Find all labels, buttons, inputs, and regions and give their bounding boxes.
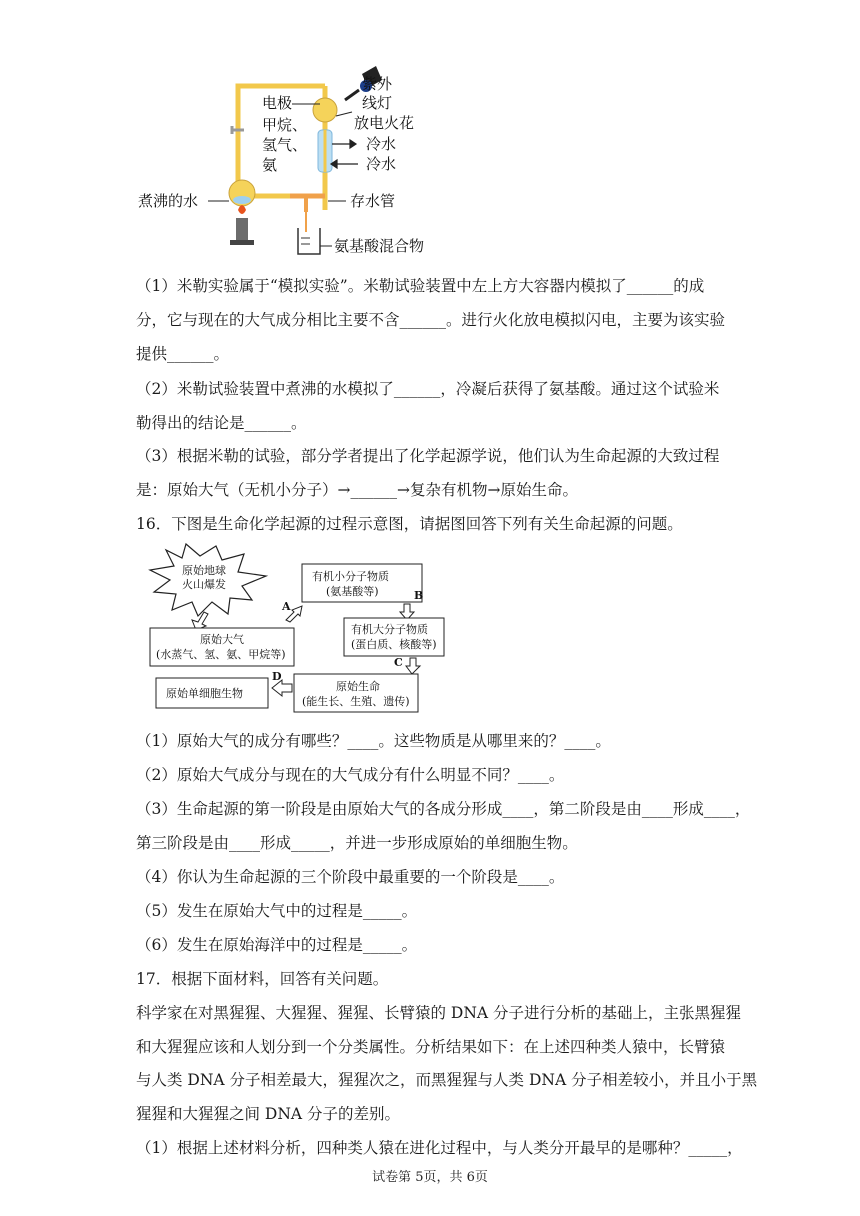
arrow-d-label: D xyxy=(272,670,282,683)
q17-material-line1: 科学家在对黑猩猩、大猩猩、猩猩、长臂猿的 DNA 分子进行分析的基础上，主张黑猩猩 xyxy=(136,1004,742,1022)
q15-part2-line1: （2）米勒试验装置中煮沸的水模拟了______，冷凝后获得了氨基酸。通过这个试验米 xyxy=(136,380,720,398)
q17-sub1: （1）根据上述材料分析，四种类人猿在进化过程中，与人类分开最早的是哪种？_____， xyxy=(136,1139,743,1157)
arrow-a-label: A xyxy=(282,600,291,613)
q16-sub4: （4）你认为生命起源的三个阶段中最重要的一个阶段是____。 xyxy=(136,868,565,886)
arrow-c xyxy=(406,658,420,674)
q17-material-line3: 与人类 DNA 分子相差最大，猩猩次之，而黑猩猩与人类 DNA 分子相差较小，并且小于黑 xyxy=(136,1071,758,1089)
flame-icon xyxy=(238,205,246,214)
q16-sub2: （2）原始大气成分与现在的大气成分有什么明显不同？____。 xyxy=(136,766,565,784)
large-organic-text-2: (蛋白质、核酸等) xyxy=(351,638,437,651)
uv-lamp-label-1: 紫外 xyxy=(362,75,393,93)
q17-material-line4: 猩猩和大猩猩之间 DNA 分子的差别。 xyxy=(136,1105,401,1123)
spark-label: 放电火花 xyxy=(354,114,415,132)
q15-part1-line3: 提供______。 xyxy=(136,345,230,363)
q15-part3-line2: 是：原始大气（无机小分子）→______→复杂有机物→原始生命。 xyxy=(136,481,578,499)
gas-label-2: 氢气、 xyxy=(262,136,308,154)
gas-label-3: 氨 xyxy=(262,156,278,174)
arrow-c-label: C xyxy=(394,656,403,669)
q17-material-line2: 和大猩猩应该和人划分到一个分类属性。分析结果如下：在上述四种类人猿中，长臂猿 xyxy=(136,1038,726,1056)
q15-part3-line1: （3）根据米勒的试验，部分学者提出了化学起源学说，他们认为生命起源的大致过程 xyxy=(136,447,720,465)
q16-sub6: （6）发生在原始海洋中的过程是_____。 xyxy=(136,936,418,954)
q16-sub5: （5）发生在原始大气中的过程是_____。 xyxy=(136,902,418,920)
arrow-b-label: B xyxy=(414,589,424,602)
spark-flask xyxy=(313,98,337,122)
q17-stem: 17．根据下面材料，回答有关问题。 xyxy=(136,970,389,988)
burst-text-1: 原始地球 xyxy=(182,564,226,577)
small-organic-text-1: 有机小分子物质 xyxy=(312,570,389,583)
boiling-water-label: 煮沸的水 xyxy=(138,192,199,210)
q15-part1-line2: 分，它与现在的大气成分相比主要不含______。进行火化放电模拟闪电，主要为该实验 xyxy=(136,311,726,329)
gas-label-1: 甲烷、 xyxy=(262,116,308,134)
q16-stem: 16．下图是生命化学起源的过程示意图，请据图回答下列有关生命起源的问题。 xyxy=(136,515,683,533)
electrode-label: 电极 xyxy=(262,94,293,112)
q16-sub1: （1）原始大气的成分有哪些？____。这些物质是从哪里来的？____。 xyxy=(136,732,611,750)
atmosphere-text-2: (水蒸气、氢、氨、甲烷等) xyxy=(156,648,286,661)
life-text-1: 原始生命 xyxy=(336,680,380,693)
single-cell-text: 原始单细胞生物 xyxy=(166,687,243,700)
life-origin-diagram xyxy=(146,540,446,720)
beaker-icon xyxy=(298,212,320,254)
life-text-2: (能生长、生殖、遗传) xyxy=(302,695,410,708)
cold-water-out-label: 冷水 xyxy=(366,135,397,153)
q15-part2-line2: 勒得出的结论是______。 xyxy=(136,414,307,432)
burner-icon xyxy=(236,218,248,240)
large-organic-text-1: 有机大分子物质 xyxy=(351,623,428,636)
small-organic-text-2: (氨基酸等) xyxy=(326,585,379,598)
page-footer: 试卷第 5页，共 6页 xyxy=(372,1170,488,1185)
q16-sub3-line1: （3）生命起源的第一阶段是由原始大气的各成分形成____，第二阶段是由____形成____， xyxy=(136,800,751,818)
cold-water-arrows xyxy=(331,140,358,168)
amino-mix-label: 氨基酸混合物 xyxy=(334,237,425,255)
q16-sub3-line2: 第三阶段是由____形成_____，并进一步形成原始的单细胞生物。 xyxy=(136,834,578,852)
atmosphere-text-1: 原始大气 xyxy=(200,633,244,646)
storage-tube-label: 存水管 xyxy=(350,192,396,210)
burst-text-2: 火山爆发 xyxy=(182,578,226,591)
cold-water-in-label: 冷水 xyxy=(366,155,397,173)
uv-lamp-label-2: 线灯 xyxy=(362,94,393,112)
q15-part1-line1: （1）米勒实验属于“模拟实验”。米勒试验装置中左上方大容器内模拟了______的成 xyxy=(136,277,705,295)
miller-apparatus-diagram xyxy=(130,60,470,265)
